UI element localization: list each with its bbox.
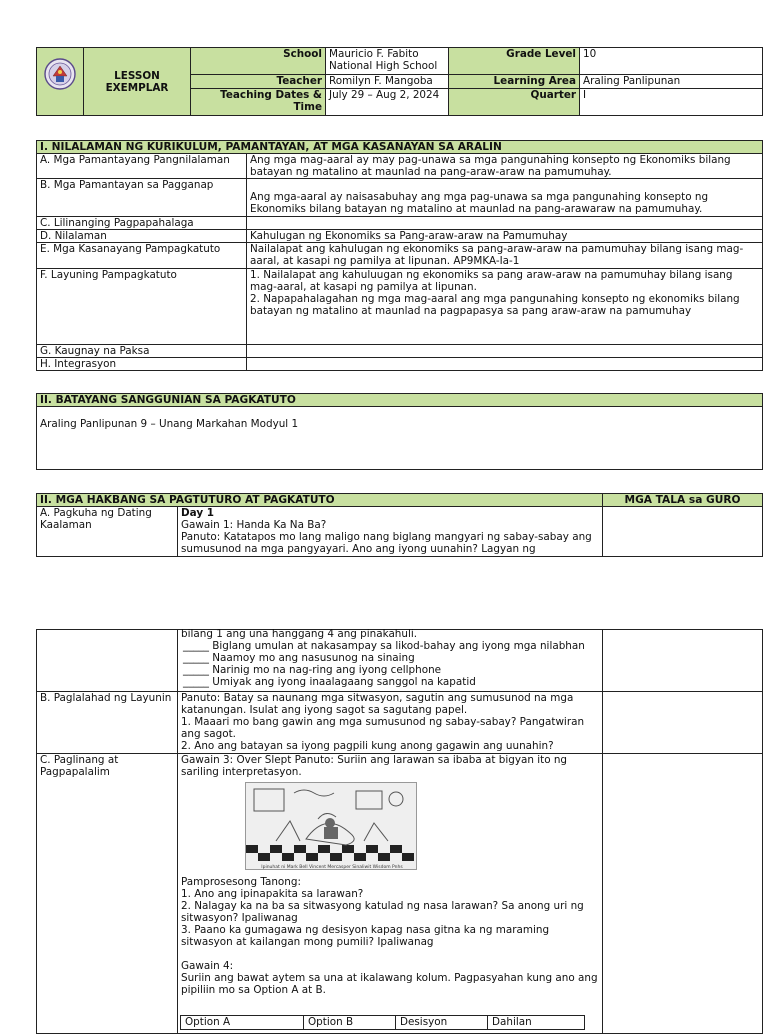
step-b-label: B. Paglalahad ng Layunin — [37, 692, 178, 754]
procedure-table-continued — [36, 629, 763, 1034]
procedure-table — [36, 493, 763, 557]
pamprosesong-question-3: 3. Paano ka gumagawa ng desisyon kapag nasa gitna ka ng maraming sitwasyon at kailangan mong pumili? Ipaliwanag — [181, 924, 550, 948]
gawain-4-text: Suriin ang bawat aytem sa una at ikalawang kolum. Pagpasyahan kung ano ang pipiliin mo sa Option A at B. — [181, 972, 598, 996]
step-a-label-cont — [37, 630, 178, 692]
teacher-notes-cell — [603, 630, 763, 692]
quarter-value: I — [580, 89, 763, 116]
row-label: H. Integrasyon — [37, 358, 247, 371]
lesson-header-table — [36, 47, 763, 116]
school-value: Mauricio F. Fabito National High School — [326, 48, 449, 75]
school-label: School — [191, 48, 326, 75]
curriculum-table — [36, 140, 763, 371]
gawain-1-title: Gawain 1: Handa Ka Na Ba? — [181, 519, 327, 531]
teaching-dates-label: Teaching Dates & Time — [191, 89, 326, 116]
step-a-content-cont — [178, 630, 603, 692]
decision-header: Desisyon — [396, 1016, 488, 1030]
teacher-notes-cell — [603, 692, 763, 754]
step-c-content — [178, 754, 603, 1034]
learning-area-label: Learning Area — [449, 75, 580, 89]
row-value — [247, 345, 763, 358]
title-line-1: LESSON — [114, 69, 160, 82]
objective-1: 1. Nailalapat ang kahuluugan ng ekonomiks sa pang araw-araw na pamumuhay bilang isang mag-aaral, at kasapi ng pamilya at lipunan. — [250, 269, 733, 293]
teaching-dates-value: July 29 – Aug 2, 2024 — [326, 89, 449, 116]
pamprosesong-question-2: 2. Nalagay ka na ba sa sitwasyong katulad ng nasa larawan? Sa anong uri ng sitwasyon? Ipaliwanag — [181, 900, 584, 924]
instruction-continued: bilang 1 ang una hanggang 4 ang pinakahuli. — [181, 628, 418, 640]
pamprosesong-title: Pamprosesong Tanong: — [181, 876, 301, 888]
row-value — [247, 269, 763, 345]
step-a-label: A. Pagkuha ng Dating Kaalaman — [37, 507, 178, 557]
options-table — [180, 1015, 585, 1030]
reason-header: Dahilan — [488, 1016, 585, 1030]
teacher-label: Teacher — [191, 75, 326, 89]
gawain-1-panuto: Panuto: Katatapos mo lang maligo nang biglang mangyari ng sabay-sabay ang sumusunod na mga pangyayari. Ano ang iyong uunahin? Lagyan ng — [181, 531, 592, 555]
references-table — [36, 393, 763, 470]
pamprosesong-question-1: 1. Ano ang ipinapakita sa larawan? — [181, 888, 364, 900]
row-label: B. Mga Pamantayan sa Pagganap — [37, 179, 247, 217]
step-b-content — [178, 692, 603, 754]
row-value: Kahulugan ng Ekonomiks sa Pang-araw-araw na Pamumuhay — [247, 230, 763, 243]
title-line-2: EXEMPLAR — [105, 81, 169, 94]
row-value — [247, 217, 763, 230]
quarter-label: Quarter — [449, 89, 580, 116]
gawain-3-text: Gawain 3: Over Slept Panuto: Suriin ang larawan sa ibaba at bigyan ito ng sariling interpretasyon. — [181, 754, 568, 778]
row-value: Nailalapat ang kahulugan ng ekonomiks sa pang-araw-araw na pamumuhay bilang isang mag-aaral, at kasapi ng pamilya at lipunan. AP9MKA-Ia-1 — [247, 243, 763, 269]
step-b-panuto: Panuto: Batay sa naunang mga sitwasyon, sagutin ang sumusunod na mga katanungan. Isulat ang iyong sagot sa sagutang papel. — [181, 692, 574, 716]
row-label: E. Mga Kasanayang Pampagkatuto — [37, 243, 247, 269]
row-label: D. Nilalaman — [37, 230, 247, 243]
step-b-question-2: 2. Ano ang batayan sa iyong pagpili kung anong gagawin ang uunahin? — [181, 740, 554, 752]
situation-item: _____ Naamoy mo ang nasusunog na sinaing — [183, 652, 415, 664]
day-label: Day 1 — [181, 507, 214, 519]
references-content: Araling Panlipunan 9 – Unang Markahan Modyul 1 — [37, 407, 763, 470]
deped-seal-icon — [44, 58, 76, 90]
step-c-label: C. Paglinang at Pagpapalalim — [37, 754, 178, 1034]
teacher-notes-cell — [603, 507, 763, 557]
situation-item: _____ Narinig mo na nag-ring ang iyong cellphone — [183, 664, 442, 676]
row-label: G. Kaugnay na Paksa — [37, 345, 247, 358]
row-label: F. Layuning Pampagkatuto — [37, 269, 247, 345]
step-b-question-1: 1. Maaari mo bang gawin ang mga sumusunod ng sabay-sabay? Pangatwiran ang sagot. — [181, 716, 585, 740]
gawain-4-title: Gawain 4: — [181, 960, 234, 972]
section-1-title: I. NILALAMAN NG KURIKULUM, PAMANTAYAN, AT MGA KASANAYAN SA ARALIN — [37, 141, 763, 154]
teacher-value: Romilyn F. Mangoba — [326, 75, 449, 89]
deped-seal-cell — [37, 48, 84, 116]
row-value — [247, 358, 763, 371]
learning-area-value: Araling Panlipunan — [580, 75, 763, 89]
row-label: C. Lilinanging Pagpapahalaga — [37, 217, 247, 230]
row-value: Ang mga-aaral ay naisasabuhay ang mga pag-unawa sa mga pangunahing konsepto ng Ekonomiks bilang batayan ng matalino at maunlad na pang-arawaraw na pamumuhay. — [247, 179, 763, 217]
grade-level-value: 10 — [580, 48, 763, 75]
row-value: Ang mga mag-aaral ay may pag-unawa sa mga pangunahing konsepto ng Ekonomiks bilang batayan ng matalino at maunlad na pang-araw-araw na pamumuhay. — [247, 154, 763, 179]
situation-item: _____ Umiyak ang iyong inaalagaang sanggol na kapatid — [183, 676, 476, 688]
situation-item: _____ Biglang umulan at nakasampay sa likod-bahay ang iyong mga nilabhan — [183, 640, 585, 652]
step-a-content — [178, 507, 603, 557]
lesson-exemplar-title — [84, 48, 191, 116]
illustration-caption: Ipinuhat ni Mark Bell Vincent Mercasper Sinaliwit Wisdom Pnhs — [261, 865, 403, 870]
section-2-title: II. BATAYANG SANGGUNIAN SA PAGKATUTO — [37, 394, 763, 407]
row-label: A. Mga Pamantayang Pangnilalaman — [37, 154, 247, 179]
section-3-title: II. MGA HAKBANG SA PAGTUTURO AT PAGKATUTO — [37, 494, 603, 507]
objective-2: 2. Napapahalagahan ng mga mag-aaral ang mga pangunahing konsepto ng ekonomiks bilang batayan ng matalino at maunlad na pagpapasya sa pang araw-araw na pamumuhay — [250, 293, 740, 317]
teacher-notes-title: MGA TALA sa GURO — [603, 494, 763, 507]
grade-level-label: Grade Level — [449, 48, 580, 75]
cartoon-sketch-icon — [246, 783, 417, 870]
over-slept-illustration — [245, 782, 417, 870]
teacher-notes-cell — [603, 754, 763, 1034]
option-b-header: Option B — [304, 1016, 396, 1030]
option-a-header: Option A — [181, 1016, 304, 1030]
